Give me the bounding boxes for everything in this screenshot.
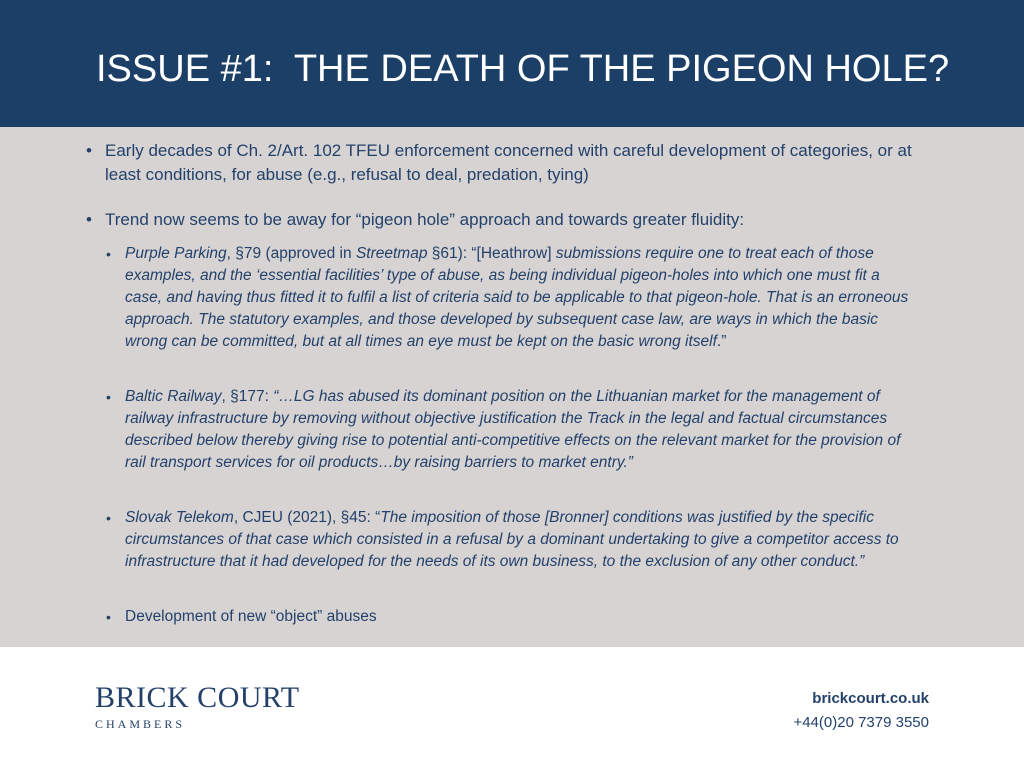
bullet-1 <box>86 139 916 187</box>
quote-text: submissions require one to treat each of those examples, and the ‘essential facilities’ type of abuse, as being individual pigeon-holes into which one must fit a case, and having thus fitted it to fulfil a list of criteria said to be applicable to that pigeon-hole. That is an erroneous approach. The statutory examples, and those developed by subsequent case law, are ways in which the basic wrong can be committed, but at all times an eye must be kept on the basic wrong itself <box>125 245 909 350</box>
contact-info <box>793 689 929 733</box>
website-link[interactable]: brickcourt.co.uk <box>812 690 929 707</box>
sub-bullet-slovak-telekom <box>106 507 916 573</box>
logo-main-text: BRICK COURT <box>95 681 300 714</box>
bullet-1-text: Early decades of Ch. 2/Art. 102 TFEU enforcement concerned with careful development of categories, or at least conditions, for abuse (e.g., refusal to deal, predation, tying) <box>105 141 912 184</box>
bullet-2 <box>86 208 916 232</box>
sub-bullet-marker: • <box>106 609 111 625</box>
case-name: Purple Parking <box>125 245 227 262</box>
logo-sub-text: CHAMBERS <box>95 717 186 731</box>
bullet-2-text: Trend now seems to be away for “pigeon hole” approach and towards greater fluidity: <box>105 210 745 229</box>
quote-end: .” <box>716 333 727 350</box>
case-name: Slovak Telekom <box>125 509 234 526</box>
sub-bullet-marker: • <box>106 510 111 526</box>
title-bar <box>0 0 1024 127</box>
sub-bullet-object-abuses <box>106 606 916 628</box>
case-reference: , §79 (approved in <box>226 245 356 262</box>
case-reference: , CJEU (2021), §45: “ <box>233 509 381 526</box>
quote-text: “…LG has abused its dominant position on the Lithuanian market for the management of railway infrastructure by removing without objective justification the Track in the legal and factual circumstances described below thereby giving rise to potential anti-competitive effects on the relevant market for the provision of rail transport services for oil products…by raising barriers to market entry.” <box>125 388 901 471</box>
case-name: Baltic Railway <box>125 388 222 405</box>
sub-bullet-marker: • <box>106 246 111 262</box>
quote-text: The imposition of those [Bronner] conditions was justified by the specific circumstances of that case which consisted in a refusal by a dominant undertaking to give a competitor access to infrastructure that it had developed for the needs of its own business, to the exclusion of any other conduct.” <box>125 509 899 570</box>
sub-bullet-marker: • <box>106 389 111 405</box>
case-reference: , §177: <box>221 388 274 405</box>
case-name: Streetmap <box>355 245 428 262</box>
slide-title: ISSUE #1: THE DEATH OF THE PIGEON HOLE? <box>96 48 950 90</box>
sub-bullet-2-text <box>125 386 916 474</box>
bullet-marker: • <box>86 210 92 229</box>
brick-court-logo <box>95 683 300 732</box>
bullet-marker: • <box>86 141 92 160</box>
sub-bullet-3-text <box>125 507 916 573</box>
case-reference: §61): “[Heathrow] <box>427 245 556 262</box>
sub-bullet-1-text <box>125 243 916 353</box>
phone-number: +44(0)20 7379 3550 <box>793 714 929 731</box>
sub-bullet-4-text: Development of new “object” abuses <box>125 608 377 625</box>
sub-bullet-baltic-railway <box>106 386 916 474</box>
sub-bullet-purple-parking <box>106 243 916 353</box>
